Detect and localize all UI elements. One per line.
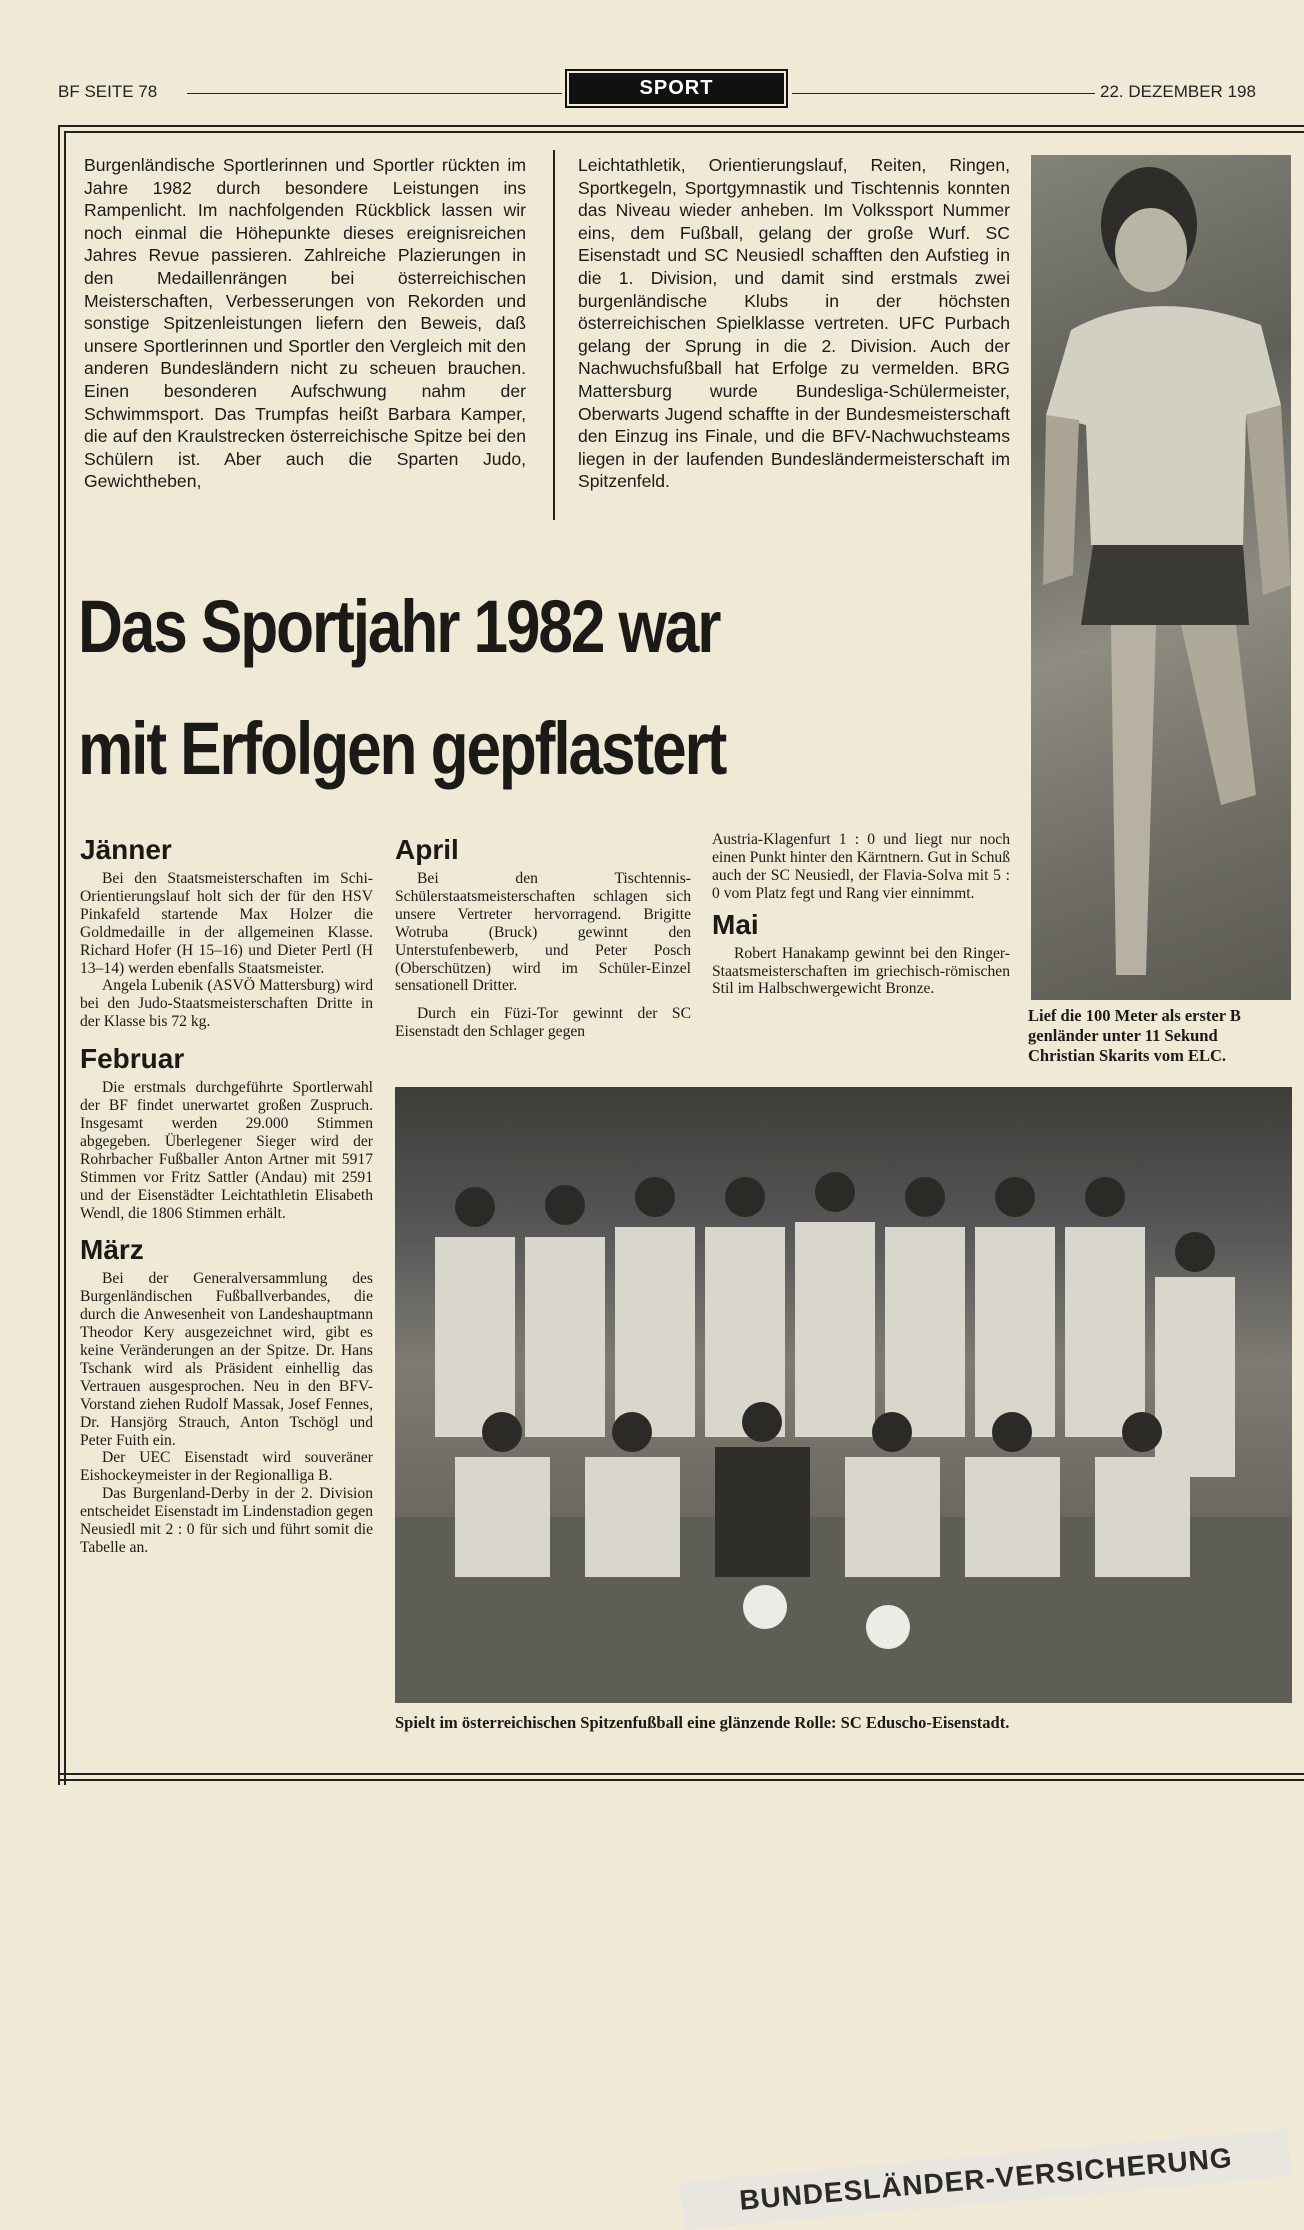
frame-bottom-outer	[58, 1779, 1304, 1781]
header-rule-left	[187, 93, 562, 94]
headline	[78, 585, 868, 791]
section-heading-maerz: März	[80, 1234, 144, 1266]
team-players	[395, 1087, 1292, 1703]
frame-left-inner	[64, 131, 66, 1785]
maerz-paragraph-3: Das Burgenland-Derby in der 2. Division entscheidet Eisenstadt im Lindenstadion gegen Neusiedl mit 2 : 0 für sich und führt somit die Tabelle an.	[80, 1485, 373, 1556]
section-heading-februar: Februar	[80, 1043, 185, 1075]
headline-line-2: mit Erfolgen gepflastert	[78, 707, 726, 790]
intro-column-divider	[553, 150, 555, 520]
jaenner-paragraph-1: Bei den Staatsmeisterschaften im Schi-Orientierungslauf holt sich der für den HSV Pinkafeld startende Max Holzer die Goldmedaille in der allgemeinen Klasse. Richard Hofer (H 15–16) und Dieter Pertl (H 13–14) werden ebenfalls Staatsmeister.	[80, 870, 373, 977]
team-caption: Spielt im österreichischen Spitzenfußball eine glänzende Rolle: SC Eduscho-Eisenstadt.	[395, 1713, 1010, 1732]
februar-paragraph-1: Die erstmals durchgeführte Sportlerwahl der BF findet unerwartet großen Zuspruch. Insgesamt werden 29.000 Stimmen abgegeben. Überlegener Sieger wird der Rohrbacher Fußballer Anton Artner mit 5917 Stimmen vor Fritz Sattler (Andau) mit 2591 und der Eisenstädter Leichtathletin Elisabeth Wendl, die 1806 Stimmen erhält.	[80, 1079, 373, 1222]
runner-figure	[1031, 155, 1291, 1000]
april-paragraph-1: Bei den Tischtennis-Schülerstaatsmeisterschaften schlagen sich unsere Vertreter hervorragend. Brigitte Wotruba (Bruck) gewinnt den Unterstufenbewerb, und Peter Posch (Oberschützen) wird im Schüler-Einzel sensationell Dritter.	[395, 870, 691, 995]
headline-line-1: Das Sportjahr 1982 war	[78, 585, 720, 668]
maerz-paragraph-1: Bei der Generalversammlung des Burgenländischen Fußballverbandes, die durch die Anwesenheit von Landeshauptmann Theodor Kery ausgezeichnet wird, gibt es keine Veränderungen an der Spitze. Dr. Hans Tschank wird als Präsident einhellig das Vertrauen ausgesprochen. Neu in den BFV-Vorstand ziehen Rudolf Massak, Josef Fennes, Dr. Hansjörg Strauch, Anton Tschögl und Peter Fuith ein.	[80, 1270, 373, 1449]
jaenner-paragraph-2: Angela Lubenik (ASVÖ Mattersburg) wird bei den Judo-Staatsmeisterschaften Dritte in der Klasse bis 72 kg.	[80, 977, 373, 1031]
frame-top-outer	[58, 125, 1304, 127]
frame-bottom-inner	[58, 1773, 1304, 1775]
frame-top-inner	[64, 131, 1304, 133]
column-2	[395, 834, 691, 1041]
intro-column-2: Leichtathletik, Orientierungslauf, Reiten, Ringen, Sportkegeln, Sportgymnastik und Tischtennis konnten das Niveau wieder anheben. Im Volkssport Nummer eins, dem Fußball, gelang der große Wurf. SC Eisenstadt und SC Neusiedl schafften den Aufstieg in die 1. Division, und damit sind erstmals zwei burgenländische Klubs in der höchsten österreichischen Spielklasse vertreten. UFC Purbach gelang der Sprung in die 2. Division. Auch der Nachwuchsfußball hat Erfolge zu vermelden. BRG Mattersburg wurde Bundesliga-Schülermeister, Oberwarts Jugend schaffte in der Bundesmeisterschaft den Einzug ins Finale, und die BFV-Nachwuchsteams liegen in der laufenden Bundesländermeisterschaft im Spitzenfeld.	[578, 155, 1010, 492]
mai-paragraph-1: Robert Hanakamp gewinnt bei den Ringer-Staatsmeisterschaften im griechisch-römischen Stil im Halbschwergewicht Bronze.	[712, 944, 1010, 998]
section-heading-mai: Mai	[712, 908, 759, 940]
section-heading-april: April	[395, 834, 459, 865]
section-heading-jaenner: Jänner	[80, 834, 172, 865]
column-1	[80, 834, 373, 1557]
page-label: BF SEITE 78	[58, 82, 158, 101]
intro-column-1: Burgenländische Sportlerinnen und Sportler rückten im Jahre 1982 durch besondere Leistungen ins Rampenlicht. Im nachfolgenden Rückblick lassen wir noch einmal die Höhepunkte dieses ereignisreichen Jahres Revue passieren. Zahlreiche Plazierungen in den Medaillenrängen bei österreichischen Meisterschaften, Verbesserungen von Rekorden und sonstige Spitzenleistungen liefern den Beweis, daß unsere Sportlerinnen und Sportler den Vergleich mit den anderen Bundesländern nicht zu scheuen brauchen. Einen besonderen Aufschwung nahm der Schwimmsport. Das Trumpfas heißt Barbara Kamper, die auf den Kraulstrecken österreichische Spitze bei den Schülern ist. Aber auch die Sparten Judo, Gewichtheben,	[84, 155, 526, 492]
column-3	[712, 831, 1010, 998]
frame-left-outer	[58, 125, 60, 1785]
sponsor-banner: BUNDESLÄNDER-VERSICHERUNG	[680, 2129, 1292, 2230]
april-paragraph-2: Durch ein Füzi-Tor gewinnt der SC Eisenstadt den Schlager gegen	[395, 1005, 691, 1041]
runner-caption-line-2: genländer unter 11 Sekund	[1028, 1026, 1218, 1045]
section-label: SPORT	[569, 73, 784, 104]
runner-caption-line-3: Christian Skarits vom ELC.	[1028, 1046, 1227, 1065]
april-continued-paragraph: Austria-Klagenfurt 1 : 0 und liegt nur noch einen Punkt hinter den Kärntnern. Gut in Schuß auch der SC Neusiedl, der Flavia-Solva mit 5 : 0 vom Platz fegt und Rang vier einnimmt.	[712, 831, 1010, 902]
issue-date: 22. DEZEMBER 198	[1100, 82, 1256, 101]
header-rule-right	[792, 93, 1095, 94]
runner-photo	[1031, 155, 1291, 1000]
maerz-paragraph-2: Der UEC Eisenstadt wird souveräner Eishockeymeister in der Regionalliga B.	[80, 1449, 373, 1485]
runner-caption-line-1: Lief die 100 Meter als erster B	[1028, 1006, 1241, 1025]
